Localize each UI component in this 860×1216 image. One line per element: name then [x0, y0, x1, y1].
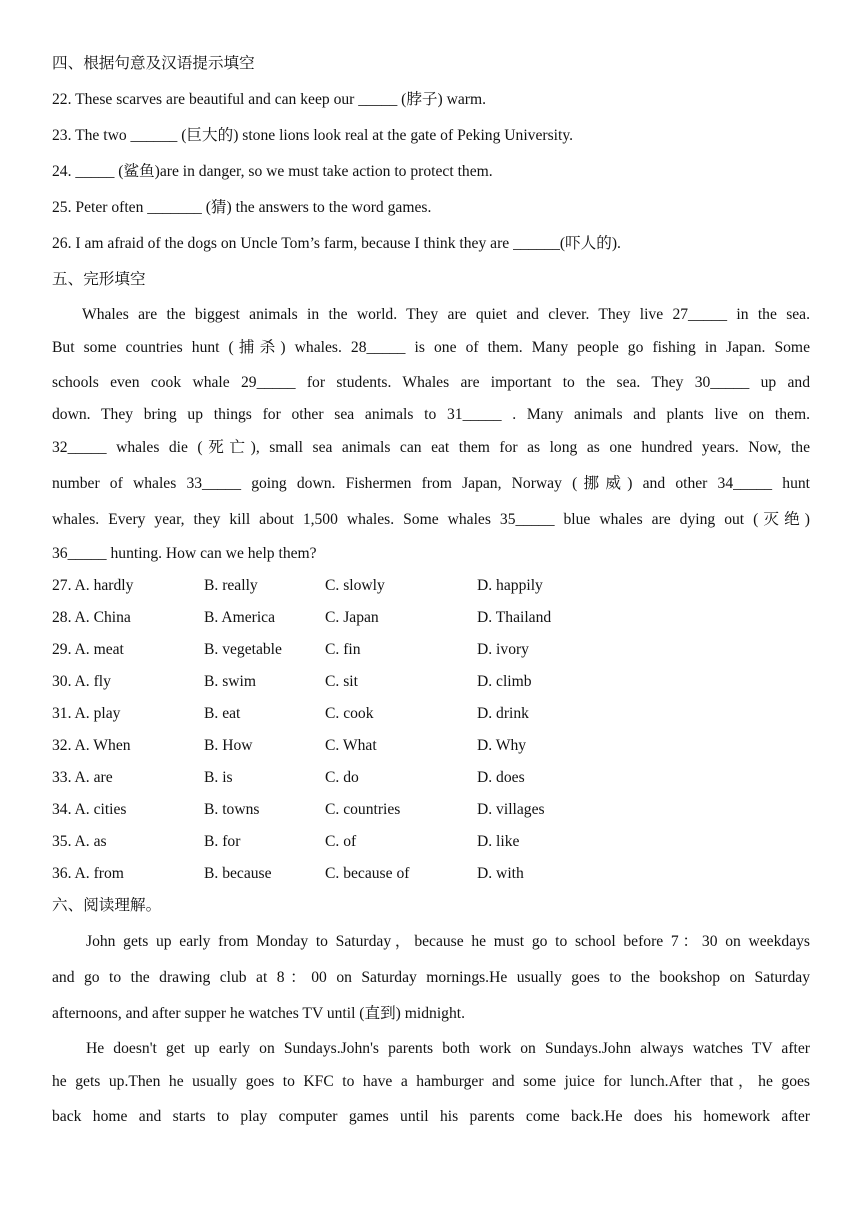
option-b: B. How — [204, 737, 253, 754]
option-b: B. because — [204, 865, 272, 882]
option-c: C. of — [325, 833, 357, 850]
section6-heading: 六、阅读理解。 — [52, 897, 162, 914]
passage-line: 36_____ hunting. How can we help them? — [52, 545, 317, 562]
option-c: C. fin — [325, 641, 361, 658]
option-a: 28. A. China — [52, 609, 131, 626]
option-d: D. ivory — [477, 641, 529, 658]
question-24: 24. _____ (鲨鱼)are in danger, so we must take action to protect them. — [52, 163, 493, 180]
section4-heading: 四、根据句意及汉语提示填空 — [52, 55, 255, 72]
option-c: C. sit — [325, 673, 358, 690]
options-row-31 — [52, 704, 810, 724]
option-b: B. eat — [204, 705, 241, 722]
option-d: D. with — [477, 865, 524, 882]
option-c: C. do — [325, 769, 359, 786]
option-d: D. Thailand — [477, 609, 552, 626]
option-c: C. cook — [325, 705, 374, 722]
question-26: 26. I am afraid of the dogs on Uncle Tom’s farm, because I think they are ______(吓人的). — [52, 235, 621, 252]
option-b: B. is — [204, 769, 233, 786]
options-row-34 — [52, 800, 810, 820]
passage-line: Whales are the biggest animals in the world. They are quiet and clever. They live 27_____ in the sea. — [82, 306, 810, 323]
option-b: B. for — [204, 833, 241, 850]
passage-line: number of whales 33_____ going down. Fishermen from Japan, Norway (挪威) and other 34_____ hunt — [52, 475, 810, 492]
option-b: B. vegetable — [204, 641, 282, 658]
question-25: 25. Peter often _______ (猜) the answers to the word games. — [52, 199, 432, 216]
option-d: D. villages — [477, 801, 545, 818]
options-row-27 — [52, 576, 810, 596]
option-a: 34. A. cities — [52, 801, 127, 818]
question-22: 22. These scarves are beautiful and can keep our _____ (脖子) warm. — [52, 91, 487, 108]
option-b: B. America — [204, 609, 276, 626]
passage-line: But some countries hunt (捕杀) whales. 28_____ is one of them. Many people go fishing in Japan. Some — [52, 339, 810, 356]
options-row-30 — [52, 672, 810, 692]
passage-line: whales. Every year, they kill about 1,500 whales. Some whales 35_____ blue whales are dying out (灭绝) — [52, 511, 810, 528]
option-c: C. countries — [325, 801, 401, 818]
options-row-36 — [52, 864, 810, 884]
option-a: 32. A. When — [52, 737, 131, 754]
options-row-32 — [52, 736, 810, 756]
reading-line: He doesn't get up early on Sundays.John's parents both work on Sundays.John always watches TV after — [86, 1040, 810, 1057]
option-a: 35. A. as — [52, 833, 107, 850]
options-row-35 — [52, 832, 810, 852]
section5-heading: 五、完形填空 — [52, 271, 146, 288]
option-d: D. happily — [477, 577, 543, 594]
option-c: C. slowly — [325, 577, 385, 594]
option-c: C. Japan — [325, 609, 379, 626]
passage-line: 32_____ whales die (死亡), small sea animals can eat them for as long as one hundred years. Now, the — [52, 439, 810, 456]
option-b: B. really — [204, 577, 258, 594]
option-d: D. does — [477, 769, 525, 786]
option-a: 31. A. play — [52, 705, 121, 722]
option-d: D. Why — [477, 737, 527, 754]
option-a: 27. A. hardly — [52, 577, 134, 594]
question-23: 23. The two ______ (巨大的) stone lions look real at the gate of Peking University. — [52, 127, 574, 144]
option-b: B. towns — [204, 801, 260, 818]
options-row-29 — [52, 640, 810, 660]
option-c: C. because of — [325, 865, 410, 882]
option-d: D. climb — [477, 673, 532, 690]
passage-line: schools even cook whale 29_____ for students. Whales are important to the sea. They 30_____ up and — [52, 374, 810, 391]
option-d: D. like — [477, 833, 520, 850]
option-a: 33. A. are — [52, 769, 113, 786]
option-a: 36. A. from — [52, 865, 124, 882]
options-row-33 — [52, 768, 810, 788]
reading-line: afternoons, and after supper he watches TV until (直到) midnight. — [52, 1005, 465, 1022]
reading-line: and go to the drawing club at 8：00 on Saturday mornings.He usually goes to the bookshop on Saturday — [52, 969, 810, 986]
options-row-28 — [52, 608, 810, 628]
option-a: 29. A. meat — [52, 641, 124, 658]
option-c: C. What — [325, 737, 377, 754]
passage-line: down. They bring up things for other sea animals to 31_____ . Many animals and plants live on them. — [52, 406, 810, 423]
option-d: D. drink — [477, 705, 529, 722]
option-a: 30. A. fly — [52, 673, 111, 690]
reading-line: he gets up.Then he usually goes to KFC to have a hamburger and some juice for lunch.After that，he goes — [52, 1073, 810, 1090]
reading-line: back home and starts to play computer games until his parents come back.He does his homework after — [52, 1108, 810, 1125]
option-b: B. swim — [204, 673, 256, 690]
reading-line: John gets up early from Monday to Saturday，because he must go to school before 7：30 on weekdays — [86, 933, 810, 950]
